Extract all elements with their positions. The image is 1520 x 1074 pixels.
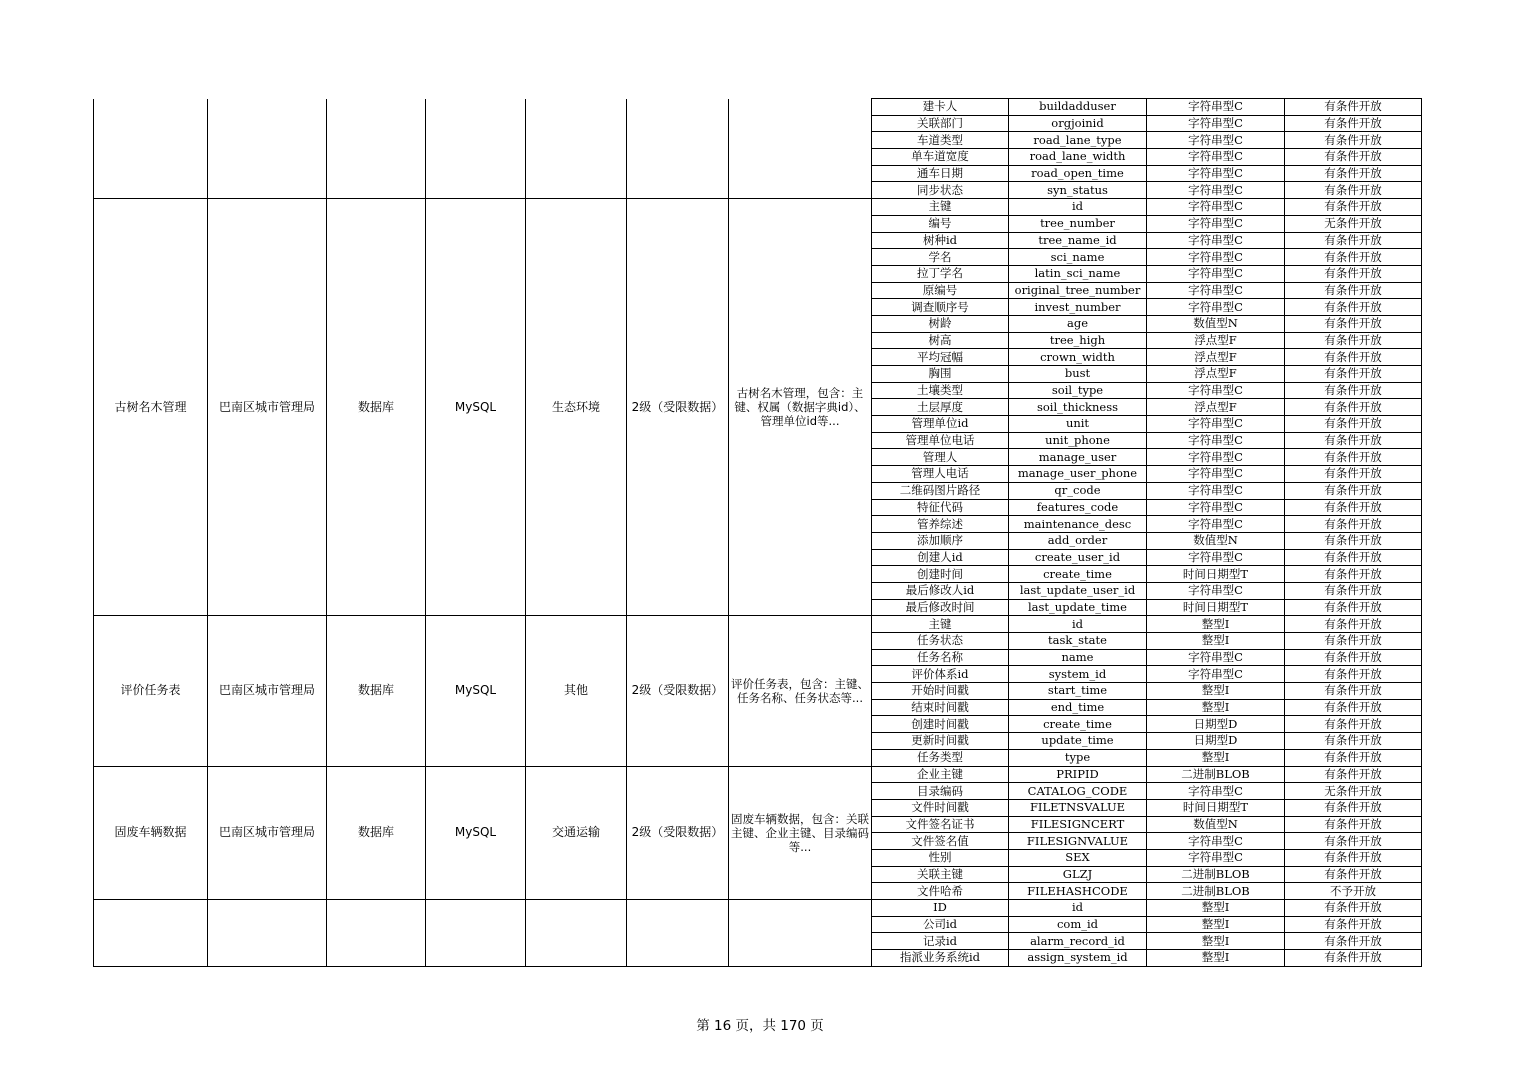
field-open-status: 有条件开放: [1285, 165, 1422, 182]
field-en-name: invest_number: [1009, 299, 1147, 316]
field-cn-name: 企业主键: [872, 766, 1009, 783]
field-en-name: features_code: [1009, 499, 1147, 516]
field-cn-name: 管养综述: [872, 516, 1009, 533]
field-data-type: 数值型N: [1147, 532, 1285, 549]
field-open-status: 有条件开放: [1285, 566, 1422, 583]
field-en-name: road_lane_width: [1009, 149, 1147, 166]
field-data-type: 字符串型C: [1147, 99, 1285, 116]
field-cn-name: 主键: [872, 616, 1009, 633]
description: 固废车辆数据，包含：关联主键、企业主键、目录编码等...: [729, 766, 872, 900]
field-data-type: 日期型D: [1147, 733, 1285, 750]
sensitivity-level: 2级（受限数据）: [627, 199, 729, 616]
field-open-status: 有条件开放: [1285, 633, 1422, 650]
field-en-name: start_time: [1009, 683, 1147, 700]
sensitivity-level: 2级（受限数据）: [627, 766, 729, 900]
field-en-name: road_open_time: [1009, 165, 1147, 182]
field-en-name: unit_phone: [1009, 432, 1147, 449]
field-cn-name: 同步状态: [872, 182, 1009, 199]
field-open-status: 有条件开放: [1285, 699, 1422, 716]
field-open-status: 有条件开放: [1285, 315, 1422, 332]
field-open-status: 有条件开放: [1285, 766, 1422, 783]
field-data-type: 整型I: [1147, 749, 1285, 766]
database-type: MySQL: [426, 616, 526, 766]
field-data-type: 整型I: [1147, 699, 1285, 716]
department: [208, 99, 327, 199]
field-open-status: 有条件开放: [1285, 900, 1422, 917]
resource-type: 数据库: [327, 616, 426, 766]
database-type: MySQL: [426, 199, 526, 616]
field-open-status: 有条件开放: [1285, 282, 1422, 299]
table-row: [94, 199, 1422, 216]
field-data-type: 字符串型C: [1147, 182, 1285, 199]
field-en-name: update_time: [1009, 733, 1147, 750]
field-data-type: 整型I: [1147, 933, 1285, 950]
field-data-type: 字符串型C: [1147, 849, 1285, 866]
field-cn-name: 胸围: [872, 366, 1009, 383]
field-en-name: orgjoinid: [1009, 115, 1147, 132]
table-row: [94, 99, 1422, 116]
field-data-type: 字符串型C: [1147, 115, 1285, 132]
field-data-type: 整型I: [1147, 616, 1285, 633]
field-en-name: id: [1009, 900, 1147, 917]
field-en-name: type: [1009, 749, 1147, 766]
field-data-type: 浮点型F: [1147, 366, 1285, 383]
field-data-type: 浮点型F: [1147, 349, 1285, 366]
description: [729, 99, 872, 199]
database-type: [426, 99, 526, 199]
field-cn-name: 任务名称: [872, 649, 1009, 666]
field-open-status: 有条件开放: [1285, 432, 1422, 449]
field-cn-name: 平均冠幅: [872, 349, 1009, 366]
field-data-type: 时间日期型T: [1147, 799, 1285, 816]
field-cn-name: 通车日期: [872, 165, 1009, 182]
field-data-type: 整型I: [1147, 950, 1285, 967]
resource-type: 数据库: [327, 766, 426, 900]
field-en-name: age: [1009, 315, 1147, 332]
database-type: MySQL: [426, 766, 526, 900]
field-cn-name: 土层厚度: [872, 399, 1009, 416]
field-en-name: assign_system_id: [1009, 950, 1147, 967]
field-open-status: 有条件开放: [1285, 849, 1422, 866]
field-data-type: 字符串型C: [1147, 199, 1285, 216]
field-data-type: 字符串型C: [1147, 249, 1285, 266]
field-data-type: 字符串型C: [1147, 265, 1285, 282]
field-cn-name: 结束时间戳: [872, 699, 1009, 716]
field-en-name: unit: [1009, 416, 1147, 433]
category: [526, 900, 627, 967]
field-open-status: 有条件开放: [1285, 516, 1422, 533]
field-en-name: FILESIGNCERT: [1009, 816, 1147, 833]
field-cn-name: 树高: [872, 332, 1009, 349]
field-cn-name: 目录编码: [872, 783, 1009, 800]
resource-name: 古树名木管理: [94, 199, 208, 616]
field-en-name: tree_number: [1009, 215, 1147, 232]
field-en-name: FILEHASHCODE: [1009, 883, 1147, 900]
field-data-type: 数值型N: [1147, 315, 1285, 332]
field-open-status: 有条件开放: [1285, 332, 1422, 349]
field-cn-name: 土壤类型: [872, 382, 1009, 399]
field-en-name: tree_high: [1009, 332, 1147, 349]
field-open-status: 有条件开放: [1285, 833, 1422, 850]
field-open-status: 有条件开放: [1285, 299, 1422, 316]
field-en-name: CATALOG_CODE: [1009, 783, 1147, 800]
data-catalog-table: [93, 98, 1422, 967]
resource-type: 数据库: [327, 199, 426, 616]
field-en-name: task_state: [1009, 633, 1147, 650]
field-open-status: 有条件开放: [1285, 199, 1422, 216]
field-cn-name: 文件签名值: [872, 833, 1009, 850]
field-cn-name: 关联部门: [872, 115, 1009, 132]
field-cn-name: 管理人电话: [872, 466, 1009, 483]
field-en-name: latin_sci_name: [1009, 265, 1147, 282]
field-open-status: 有条件开放: [1285, 549, 1422, 566]
field-open-status: 有条件开放: [1285, 366, 1422, 383]
field-open-status: 有条件开放: [1285, 916, 1422, 933]
field-en-name: SEX: [1009, 849, 1147, 866]
field-open-status: 有条件开放: [1285, 265, 1422, 282]
field-cn-name: 记录id: [872, 933, 1009, 950]
field-open-status: 有条件开放: [1285, 649, 1422, 666]
field-en-name: end_time: [1009, 699, 1147, 716]
field-data-type: 字符串型C: [1147, 132, 1285, 149]
field-en-name: FILESIGNVALUE: [1009, 833, 1147, 850]
field-open-status: 有条件开放: [1285, 115, 1422, 132]
field-cn-name: 最后修改人id: [872, 582, 1009, 599]
field-data-type: 字符串型C: [1147, 416, 1285, 433]
sensitivity-level: [627, 99, 729, 199]
field-data-type: 字符串型C: [1147, 666, 1285, 683]
field-open-status: 有条件开放: [1285, 933, 1422, 950]
field-en-name: last_update_user_id: [1009, 582, 1147, 599]
field-cn-name: 学名: [872, 249, 1009, 266]
field-data-type: 字符串型C: [1147, 499, 1285, 516]
field-en-name: crown_width: [1009, 349, 1147, 366]
field-en-name: syn_status: [1009, 182, 1147, 199]
field-cn-name: 管理人: [872, 449, 1009, 466]
field-data-type: 浮点型F: [1147, 399, 1285, 416]
field-cn-name: 创建人id: [872, 549, 1009, 566]
field-data-type: 二进制BLOB: [1147, 883, 1285, 900]
field-en-name: sci_name: [1009, 249, 1147, 266]
field-data-type: 字符串型C: [1147, 165, 1285, 182]
field-data-type: 字符串型C: [1147, 432, 1285, 449]
field-open-status: 有条件开放: [1285, 249, 1422, 266]
resource-type: [327, 99, 426, 199]
field-en-name: soil_thickness: [1009, 399, 1147, 416]
field-cn-name: 公司id: [872, 916, 1009, 933]
field-cn-name: 创建时间戳: [872, 716, 1009, 733]
field-data-type: 字符串型C: [1147, 516, 1285, 533]
department: 巴南区城市管理局: [208, 616, 327, 766]
field-open-status: 无条件开放: [1285, 215, 1422, 232]
field-open-status: 有条件开放: [1285, 866, 1422, 883]
field-open-status: 有条件开放: [1285, 733, 1422, 750]
field-cn-name: 关联主键: [872, 866, 1009, 883]
field-cn-name: 二维码图片路径: [872, 482, 1009, 499]
resource-name: 固废车辆数据: [94, 766, 208, 900]
field-open-status: 有条件开放: [1285, 616, 1422, 633]
field-open-status: 有条件开放: [1285, 599, 1422, 616]
field-open-status: 不予开放: [1285, 883, 1422, 900]
field-cn-name: 指派业务系统id: [872, 950, 1009, 967]
field-open-status: 有条件开放: [1285, 816, 1422, 833]
field-data-type: 字符串型C: [1147, 582, 1285, 599]
field-cn-name: 最后修改时间: [872, 599, 1009, 616]
field-open-status: 有条件开放: [1285, 149, 1422, 166]
field-cn-name: 任务类型: [872, 749, 1009, 766]
description: [729, 900, 872, 967]
field-cn-name: 创建时间: [872, 566, 1009, 583]
table-row: [94, 900, 1422, 917]
field-en-name: system_id: [1009, 666, 1147, 683]
field-cn-name: 添加顺序: [872, 532, 1009, 549]
field-open-status: 有条件开放: [1285, 749, 1422, 766]
field-open-status: 有条件开放: [1285, 182, 1422, 199]
field-en-name: soil_type: [1009, 382, 1147, 399]
category: [526, 99, 627, 199]
field-open-status: 有条件开放: [1285, 416, 1422, 433]
field-en-name: alarm_record_id: [1009, 933, 1147, 950]
field-en-name: maintenance_desc: [1009, 516, 1147, 533]
field-en-name: road_lane_type: [1009, 132, 1147, 149]
field-data-type: 字符串型C: [1147, 466, 1285, 483]
field-cn-name: 树龄: [872, 315, 1009, 332]
field-en-name: PRIPID: [1009, 766, 1147, 783]
field-data-type: 整型I: [1147, 916, 1285, 933]
page-footer: 第 16 页，共 170 页: [696, 1018, 824, 1034]
field-open-status: 有条件开放: [1285, 666, 1422, 683]
field-cn-name: 管理单位id: [872, 416, 1009, 433]
field-en-name: last_update_time: [1009, 599, 1147, 616]
field-data-type: 时间日期型T: [1147, 566, 1285, 583]
field-data-type: 二进制BLOB: [1147, 766, 1285, 783]
field-en-name: FILETNSVALUE: [1009, 799, 1147, 816]
field-cn-name: 树种id: [872, 232, 1009, 249]
sensitivity-level: 2级（受限数据）: [627, 616, 729, 766]
resource-name: 评价任务表: [94, 616, 208, 766]
field-data-type: 字符串型C: [1147, 649, 1285, 666]
field-open-status: 有条件开放: [1285, 449, 1422, 466]
category: 生态环境: [526, 199, 627, 616]
field-data-type: 浮点型F: [1147, 332, 1285, 349]
field-en-name: add_order: [1009, 532, 1147, 549]
field-cn-name: 文件时间戳: [872, 799, 1009, 816]
field-en-name: id: [1009, 199, 1147, 216]
field-open-status: 有条件开放: [1285, 683, 1422, 700]
field-en-name: original_tree_number: [1009, 282, 1147, 299]
field-cn-name: 单车道宽度: [872, 149, 1009, 166]
field-data-type: 字符串型C: [1147, 382, 1285, 399]
field-cn-name: 拉丁学名: [872, 265, 1009, 282]
field-open-status: 有条件开放: [1285, 499, 1422, 516]
field-open-status: 有条件开放: [1285, 950, 1422, 967]
field-cn-name: 更新时间戳: [872, 733, 1009, 750]
field-en-name: buildadduser: [1009, 99, 1147, 116]
field-cn-name: 文件哈希: [872, 883, 1009, 900]
field-en-name: manage_user_phone: [1009, 466, 1147, 483]
field-cn-name: 文件签名证书: [872, 816, 1009, 833]
field-data-type: 整型I: [1147, 633, 1285, 650]
field-data-type: 时间日期型T: [1147, 599, 1285, 616]
database-type: [426, 900, 526, 967]
field-open-status: 有条件开放: [1285, 716, 1422, 733]
field-open-status: 有条件开放: [1285, 382, 1422, 399]
field-cn-name: 调查顺序号: [872, 299, 1009, 316]
field-open-status: 有条件开放: [1285, 466, 1422, 483]
field-en-name: create_time: [1009, 566, 1147, 583]
sensitivity-level: [627, 900, 729, 967]
field-open-status: 有条件开放: [1285, 399, 1422, 416]
description: 古树名木管理，包含：主键、权属（数据字典id）、管理单位id等...: [729, 199, 872, 616]
resource-type: [327, 900, 426, 967]
field-cn-name: 主键: [872, 199, 1009, 216]
field-data-type: 字符串型C: [1147, 232, 1285, 249]
category: 其他: [526, 616, 627, 766]
field-en-name: manage_user: [1009, 449, 1147, 466]
field-cn-name: 建卡人: [872, 99, 1009, 116]
field-en-name: create_user_id: [1009, 549, 1147, 566]
field-data-type: 字符串型C: [1147, 299, 1285, 316]
field-cn-name: ID: [872, 900, 1009, 917]
field-cn-name: 原编号: [872, 282, 1009, 299]
field-en-name: qr_code: [1009, 482, 1147, 499]
field-open-status: 有条件开放: [1285, 482, 1422, 499]
field-open-status: 有条件开放: [1285, 232, 1422, 249]
field-cn-name: 编号: [872, 215, 1009, 232]
field-data-type: 数值型N: [1147, 816, 1285, 833]
field-open-status: 有条件开放: [1285, 532, 1422, 549]
description: 评价任务表，包含：主键、任务名称、任务状态等...: [729, 616, 872, 766]
field-data-type: 整型I: [1147, 683, 1285, 700]
field-cn-name: 性别: [872, 849, 1009, 866]
field-cn-name: 特征代码: [872, 499, 1009, 516]
field-open-status: 无条件开放: [1285, 783, 1422, 800]
department: [208, 900, 327, 967]
table-row: [94, 766, 1422, 783]
field-en-name: com_id: [1009, 916, 1147, 933]
field-open-status: 有条件开放: [1285, 349, 1422, 366]
field-data-type: 字符串型C: [1147, 282, 1285, 299]
field-data-type: 整型I: [1147, 900, 1285, 917]
field-open-status: 有条件开放: [1285, 99, 1422, 116]
field-cn-name: 评价体系id: [872, 666, 1009, 683]
resource-name: [94, 99, 208, 199]
field-data-type: 字符串型C: [1147, 482, 1285, 499]
field-open-status: 有条件开放: [1285, 132, 1422, 149]
field-cn-name: 开始时间戳: [872, 683, 1009, 700]
field-en-name: id: [1009, 616, 1147, 633]
field-data-type: 字符串型C: [1147, 549, 1285, 566]
category: 交通运输: [526, 766, 627, 900]
field-en-name: name: [1009, 649, 1147, 666]
field-data-type: 字符串型C: [1147, 449, 1285, 466]
field-en-name: tree_name_id: [1009, 232, 1147, 249]
field-cn-name: 车道类型: [872, 132, 1009, 149]
field-cn-name: 任务状态: [872, 633, 1009, 650]
department: 巴南区城市管理局: [208, 199, 327, 616]
field-en-name: create_time: [1009, 716, 1147, 733]
field-data-type: 二进制BLOB: [1147, 866, 1285, 883]
field-data-type: 日期型D: [1147, 716, 1285, 733]
field-open-status: 有条件开放: [1285, 582, 1422, 599]
field-data-type: 字符串型C: [1147, 783, 1285, 800]
department: 巴南区城市管理局: [208, 766, 327, 900]
field-data-type: 字符串型C: [1147, 215, 1285, 232]
field-data-type: 字符串型C: [1147, 833, 1285, 850]
table-row: [94, 616, 1422, 633]
resource-name: [94, 900, 208, 967]
field-en-name: GLZJ: [1009, 866, 1147, 883]
field-en-name: bust: [1009, 366, 1147, 383]
field-open-status: 有条件开放: [1285, 799, 1422, 816]
field-data-type: 字符串型C: [1147, 149, 1285, 166]
field-cn-name: 管理单位电话: [872, 432, 1009, 449]
